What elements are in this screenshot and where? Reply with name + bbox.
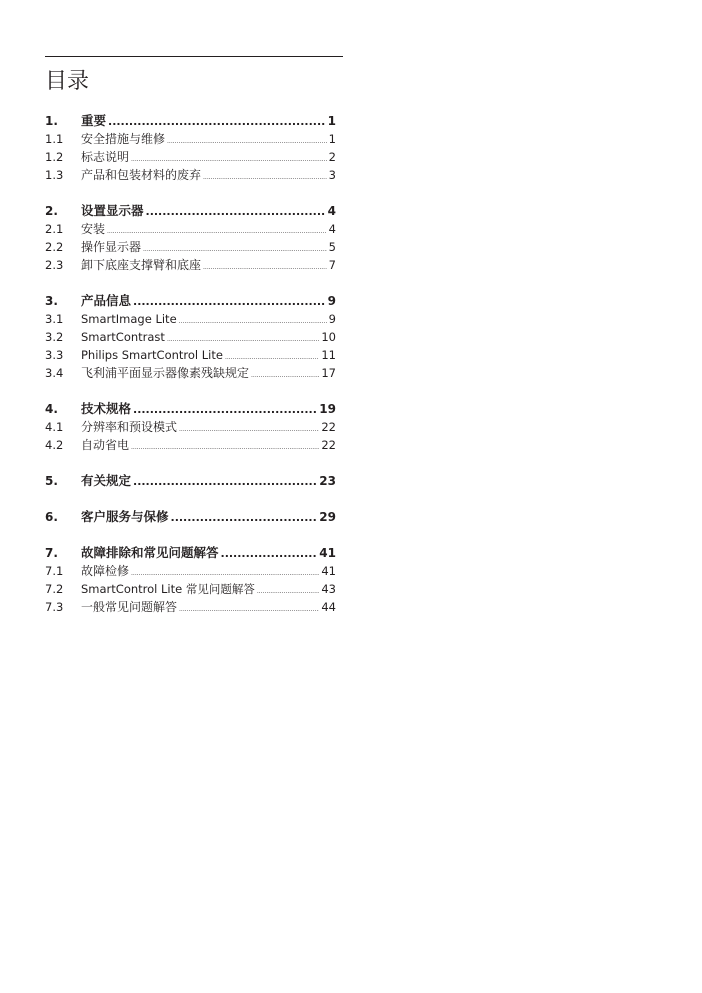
page-number: 19 bbox=[319, 402, 336, 416]
subsection-title: 故障检修 bbox=[81, 564, 130, 578]
dot-leader bbox=[179, 421, 319, 439]
subsection-title: 产品和包装材料的废弃 bbox=[81, 168, 202, 182]
toc-subsection-entry[interactable] bbox=[45, 166, 336, 184]
page-number: 29 bbox=[319, 510, 336, 524]
toc-chapter-entry[interactable] bbox=[45, 544, 336, 562]
toc-subsection-entry[interactable] bbox=[45, 256, 336, 274]
subsection-title: 飞利浦平面显示器像素残缺规定 bbox=[81, 366, 250, 380]
page-number: 1 bbox=[328, 132, 336, 146]
page-number: 4 bbox=[327, 204, 336, 218]
toc-section bbox=[45, 292, 336, 382]
toc-subsection-entry[interactable] bbox=[45, 580, 336, 598]
subsection-number: 3.4 bbox=[45, 366, 64, 380]
toc-subsection-entry[interactable] bbox=[45, 562, 336, 580]
top-rule bbox=[45, 56, 343, 57]
subsection-title: 卸下底座支撑臂和底座 bbox=[81, 258, 202, 272]
page-number: 9 bbox=[328, 312, 336, 326]
page-number: 4 bbox=[328, 222, 336, 236]
page-number: 22 bbox=[321, 438, 336, 452]
chapter-number: 6. bbox=[45, 510, 58, 524]
toc-subsection-entry[interactable] bbox=[45, 310, 336, 328]
toc-subsection-entry[interactable] bbox=[45, 364, 336, 382]
page-number: 43 bbox=[321, 582, 336, 596]
subsection-title: 安装 bbox=[81, 222, 106, 236]
dot-leader bbox=[257, 583, 320, 601]
toc-subsection-entry[interactable] bbox=[45, 598, 336, 616]
subsection-number: 7.2 bbox=[45, 582, 64, 596]
subsection-title: 标志说明 bbox=[81, 150, 130, 164]
subsection-title: SmartImage Lite bbox=[81, 312, 177, 326]
dot-leader bbox=[203, 259, 327, 277]
toc-chapter-entry[interactable] bbox=[45, 508, 336, 526]
toc-title: 目录 bbox=[45, 69, 90, 94]
subsection-number: 3.2 bbox=[45, 330, 64, 344]
chapter-title: 设置显示器 bbox=[81, 203, 144, 218]
toc-subsection-entry[interactable] bbox=[45, 328, 336, 346]
dot-leader bbox=[203, 169, 327, 187]
subsection-number: 4.2 bbox=[45, 438, 64, 452]
table-of-contents bbox=[45, 112, 336, 634]
page-number: 11 bbox=[321, 348, 336, 362]
dot-leader bbox=[251, 367, 319, 385]
chapter-number: 7. bbox=[45, 546, 58, 560]
chapter-number: 2. bbox=[45, 204, 58, 218]
chapter-title: 重要 bbox=[81, 113, 107, 128]
subsection-number: 2.1 bbox=[45, 222, 64, 236]
toc-section bbox=[45, 202, 336, 274]
page-number: 10 bbox=[321, 330, 336, 344]
toc-subsection-entry[interactable] bbox=[45, 418, 336, 436]
toc-chapter-entry[interactable] bbox=[45, 112, 336, 130]
dot-leader bbox=[133, 473, 317, 491]
toc-subsection-entry[interactable] bbox=[45, 220, 336, 238]
chapter-title: 技术规格 bbox=[81, 401, 132, 416]
chapter-title: 客户服务与保修 bbox=[81, 509, 169, 524]
subsection-title: 分辨率和预设模式 bbox=[81, 420, 178, 434]
subsection-title: SmartContrast bbox=[81, 330, 165, 344]
subsection-number: 1.1 bbox=[45, 132, 64, 146]
page-number: 23 bbox=[319, 474, 336, 488]
dot-leader bbox=[179, 313, 327, 331]
subsection-number: 1.3 bbox=[45, 168, 64, 182]
page-number: 44 bbox=[321, 600, 336, 614]
chapter-number: 4. bbox=[45, 402, 58, 416]
dot-leader bbox=[146, 203, 326, 221]
subsection-number: 3.3 bbox=[45, 348, 64, 362]
toc-section bbox=[45, 544, 336, 616]
toc-section bbox=[45, 112, 336, 184]
subsection-number: 3.1 bbox=[45, 312, 64, 326]
subsection-title: 一般常见问题解答 bbox=[81, 600, 178, 614]
subsection-number: 2.2 bbox=[45, 240, 64, 254]
page-number: 17 bbox=[321, 366, 336, 380]
toc-chapter-entry[interactable] bbox=[45, 472, 336, 490]
toc-section bbox=[45, 400, 336, 454]
page-number: 41 bbox=[319, 546, 336, 560]
toc-subsection-entry[interactable] bbox=[45, 238, 336, 256]
subsection-title: 安全措施与维修 bbox=[81, 132, 166, 146]
chapter-title: 有关规定 bbox=[81, 473, 132, 488]
dot-leader bbox=[221, 545, 318, 563]
page-number: 3 bbox=[328, 168, 336, 182]
subsection-title: SmartControl Lite 常见问题解答 bbox=[81, 582, 255, 596]
toc-chapter-entry[interactable] bbox=[45, 202, 336, 220]
toc-subsection-entry[interactable] bbox=[45, 346, 336, 364]
page-number: 7 bbox=[328, 258, 336, 272]
subsection-title: 自动省电 bbox=[81, 438, 130, 452]
dot-leader bbox=[108, 113, 326, 131]
toc-chapter-entry[interactable] bbox=[45, 292, 336, 310]
subsection-number: 7.1 bbox=[45, 564, 64, 578]
toc-subsection-entry[interactable] bbox=[45, 148, 336, 166]
subsection-number: 1.2 bbox=[45, 150, 64, 164]
toc-section bbox=[45, 508, 336, 526]
dot-leader bbox=[133, 401, 317, 419]
subsection-number: 7.3 bbox=[45, 600, 64, 614]
subsection-title: 操作显示器 bbox=[81, 240, 142, 254]
page-number: 1 bbox=[327, 114, 336, 128]
toc-subsection-entry[interactable] bbox=[45, 130, 336, 148]
toc-chapter-entry[interactable] bbox=[45, 400, 336, 418]
chapter-number: 3. bbox=[45, 294, 58, 308]
chapter-number: 5. bbox=[45, 474, 58, 488]
page-number: 22 bbox=[321, 420, 336, 434]
dot-leader bbox=[171, 509, 318, 527]
page-number: 9 bbox=[327, 294, 336, 308]
dot-leader bbox=[131, 439, 319, 457]
toc-subsection-entry[interactable] bbox=[45, 436, 336, 454]
dot-leader bbox=[179, 601, 319, 619]
chapter-title: 产品信息 bbox=[81, 293, 132, 308]
subsection-number: 2.3 bbox=[45, 258, 64, 272]
page-number: 2 bbox=[328, 150, 336, 164]
chapter-title: 故障排除和常见问题解答 bbox=[81, 545, 219, 560]
toc-section bbox=[45, 472, 336, 490]
dot-leader bbox=[167, 133, 327, 151]
page-number: 41 bbox=[321, 564, 336, 578]
page-number: 5 bbox=[328, 240, 336, 254]
subsection-number: 4.1 bbox=[45, 420, 64, 434]
dot-leader bbox=[133, 293, 326, 311]
subsection-title: Philips SmartControl Lite bbox=[81, 348, 223, 362]
chapter-number: 1. bbox=[45, 114, 58, 128]
